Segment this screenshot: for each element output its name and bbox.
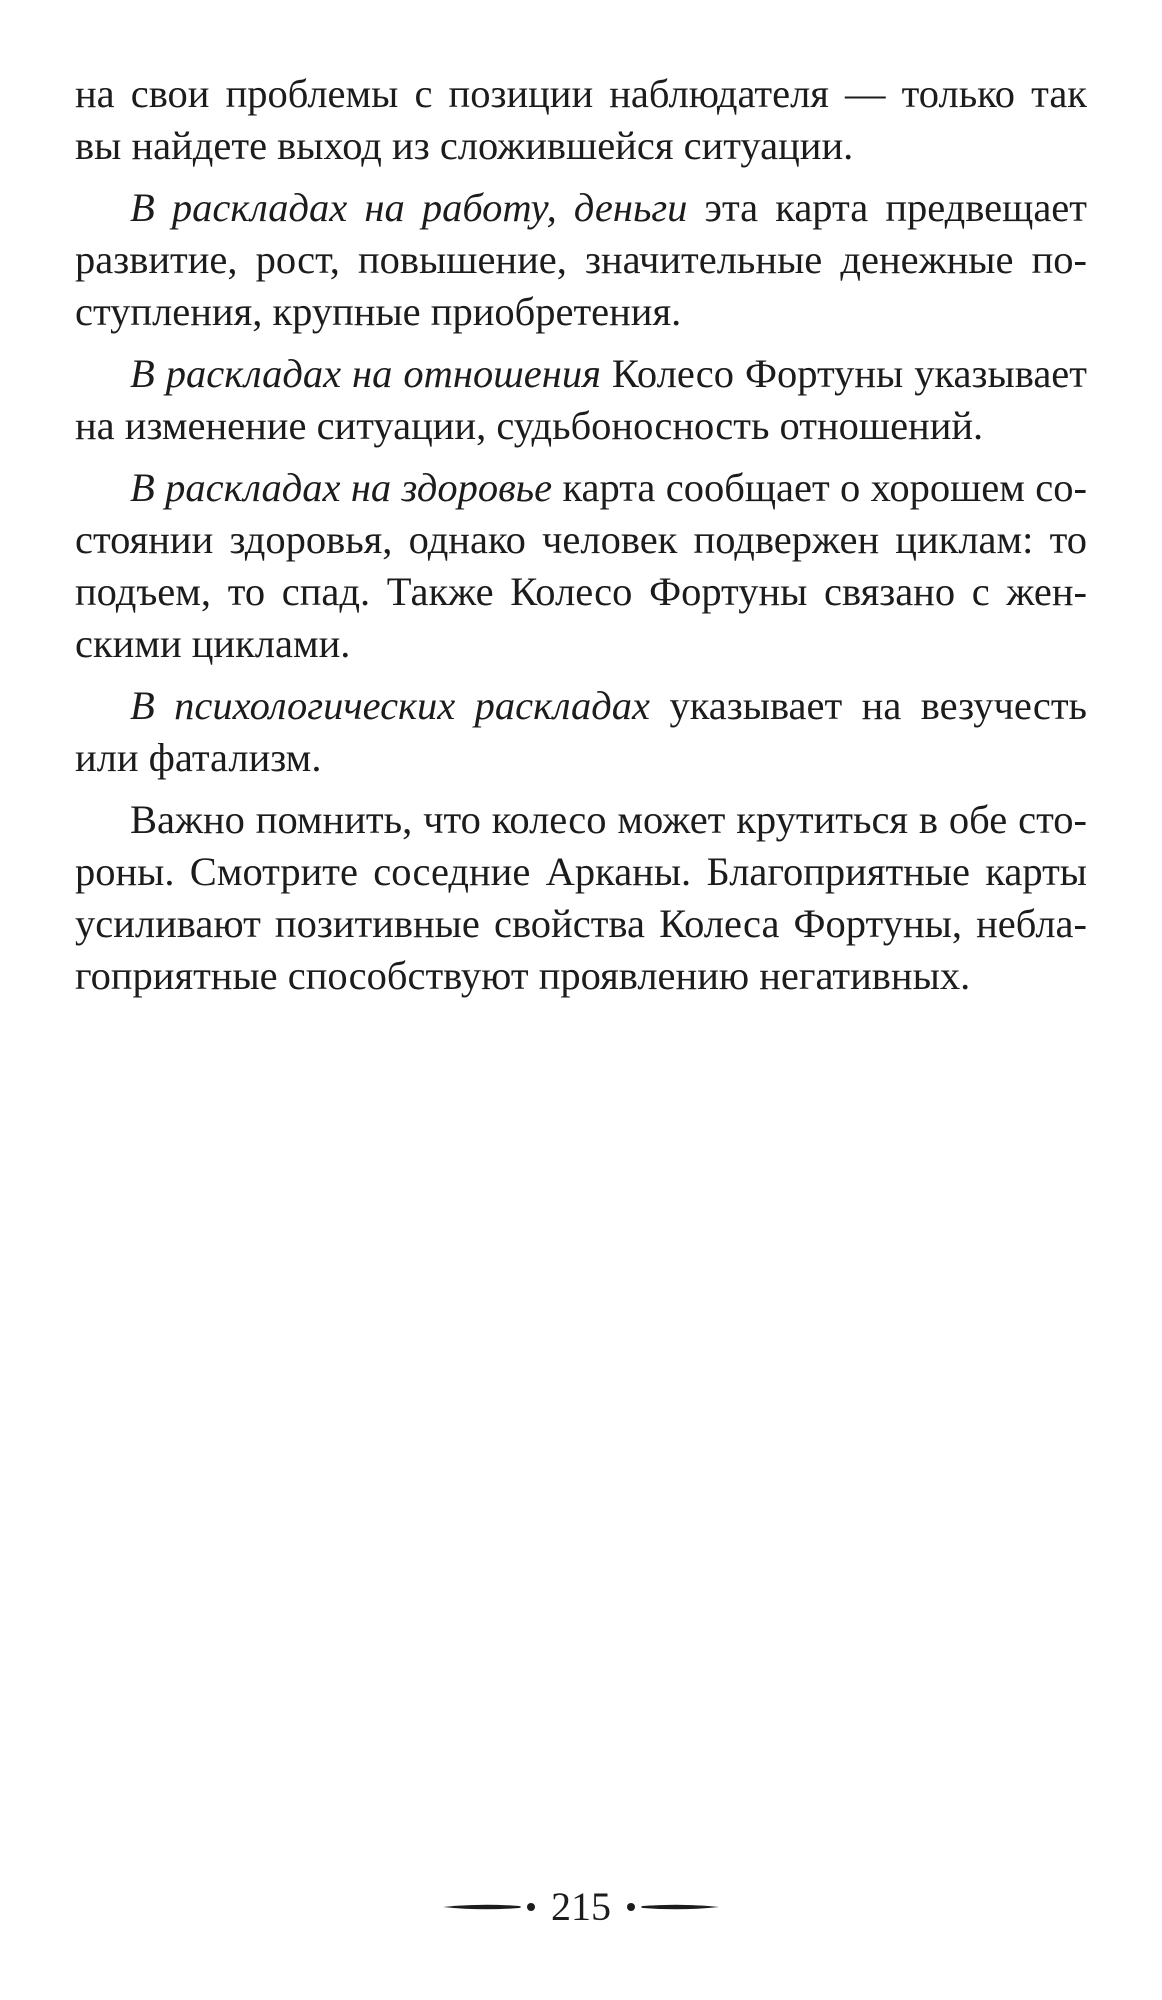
text-line: или фатализм. bbox=[75, 735, 322, 780]
paragraph-health bbox=[75, 462, 1087, 670]
italic-lead: В раскладах на работу, деньги bbox=[130, 185, 688, 230]
swash-left-icon bbox=[441, 1900, 537, 1914]
text-line: подъем, то спад. Также Колесо Фортуны связано с жен- bbox=[75, 569, 1087, 614]
text-line: В психологических раскладах указывает на везучесть bbox=[130, 683, 1088, 728]
italic-lead: В раскладах на здоровье bbox=[130, 465, 553, 510]
text-line: Важно помнить, что колесо может крутиться в обе сто- bbox=[130, 797, 1087, 842]
paragraph-continuation bbox=[75, 68, 1087, 172]
page-body bbox=[75, 68, 1087, 1002]
text-line: роны. Смотрите соседние Арканы. Благоприятные карты bbox=[75, 849, 1087, 894]
text-line: В раскладах на отношения Колесо Фортуны указывает bbox=[130, 351, 1087, 396]
text-line: гоприятные способствуют проявлению негативных. bbox=[75, 953, 971, 998]
paragraph-important bbox=[75, 794, 1087, 1002]
text-line: ступления, крупные приобретения. bbox=[75, 289, 682, 334]
paragraph-psychological bbox=[75, 680, 1087, 784]
text-line: скими циклами. bbox=[75, 621, 351, 666]
text-line: на свои проблемы с позиции наблюдателя — только так bbox=[75, 71, 1087, 116]
paragraph-work-money bbox=[75, 182, 1087, 338]
paragraph-relationships bbox=[75, 348, 1087, 452]
page-number: 215 bbox=[551, 1884, 611, 1929]
text-line: В раскладах на работу, деньги эта карта предвещает bbox=[130, 185, 1087, 230]
text-line: на изменение ситуации, судьбоносность отношений. bbox=[75, 403, 984, 448]
italic-lead: В раскладах на отношения bbox=[130, 351, 601, 396]
folio bbox=[441, 1882, 721, 1932]
italic-lead: В психологических раскладах bbox=[130, 683, 651, 728]
text-line: В раскладах на здоровье карта сообщает о хорошем со- bbox=[130, 465, 1088, 510]
page-footer bbox=[0, 1882, 1162, 1932]
text-line: стоянии здоровья, однако человек подвержен циклам: то bbox=[75, 517, 1087, 562]
swash-right-icon bbox=[625, 1900, 721, 1914]
text-line: вы найдете выход из сложившейся ситуации. bbox=[75, 123, 854, 168]
text-line: развитие, рост, повышение, значительные денежные по- bbox=[75, 237, 1087, 282]
text-line: усиливают позитивные свойства Колеса Фортуны, небла- bbox=[75, 901, 1087, 946]
